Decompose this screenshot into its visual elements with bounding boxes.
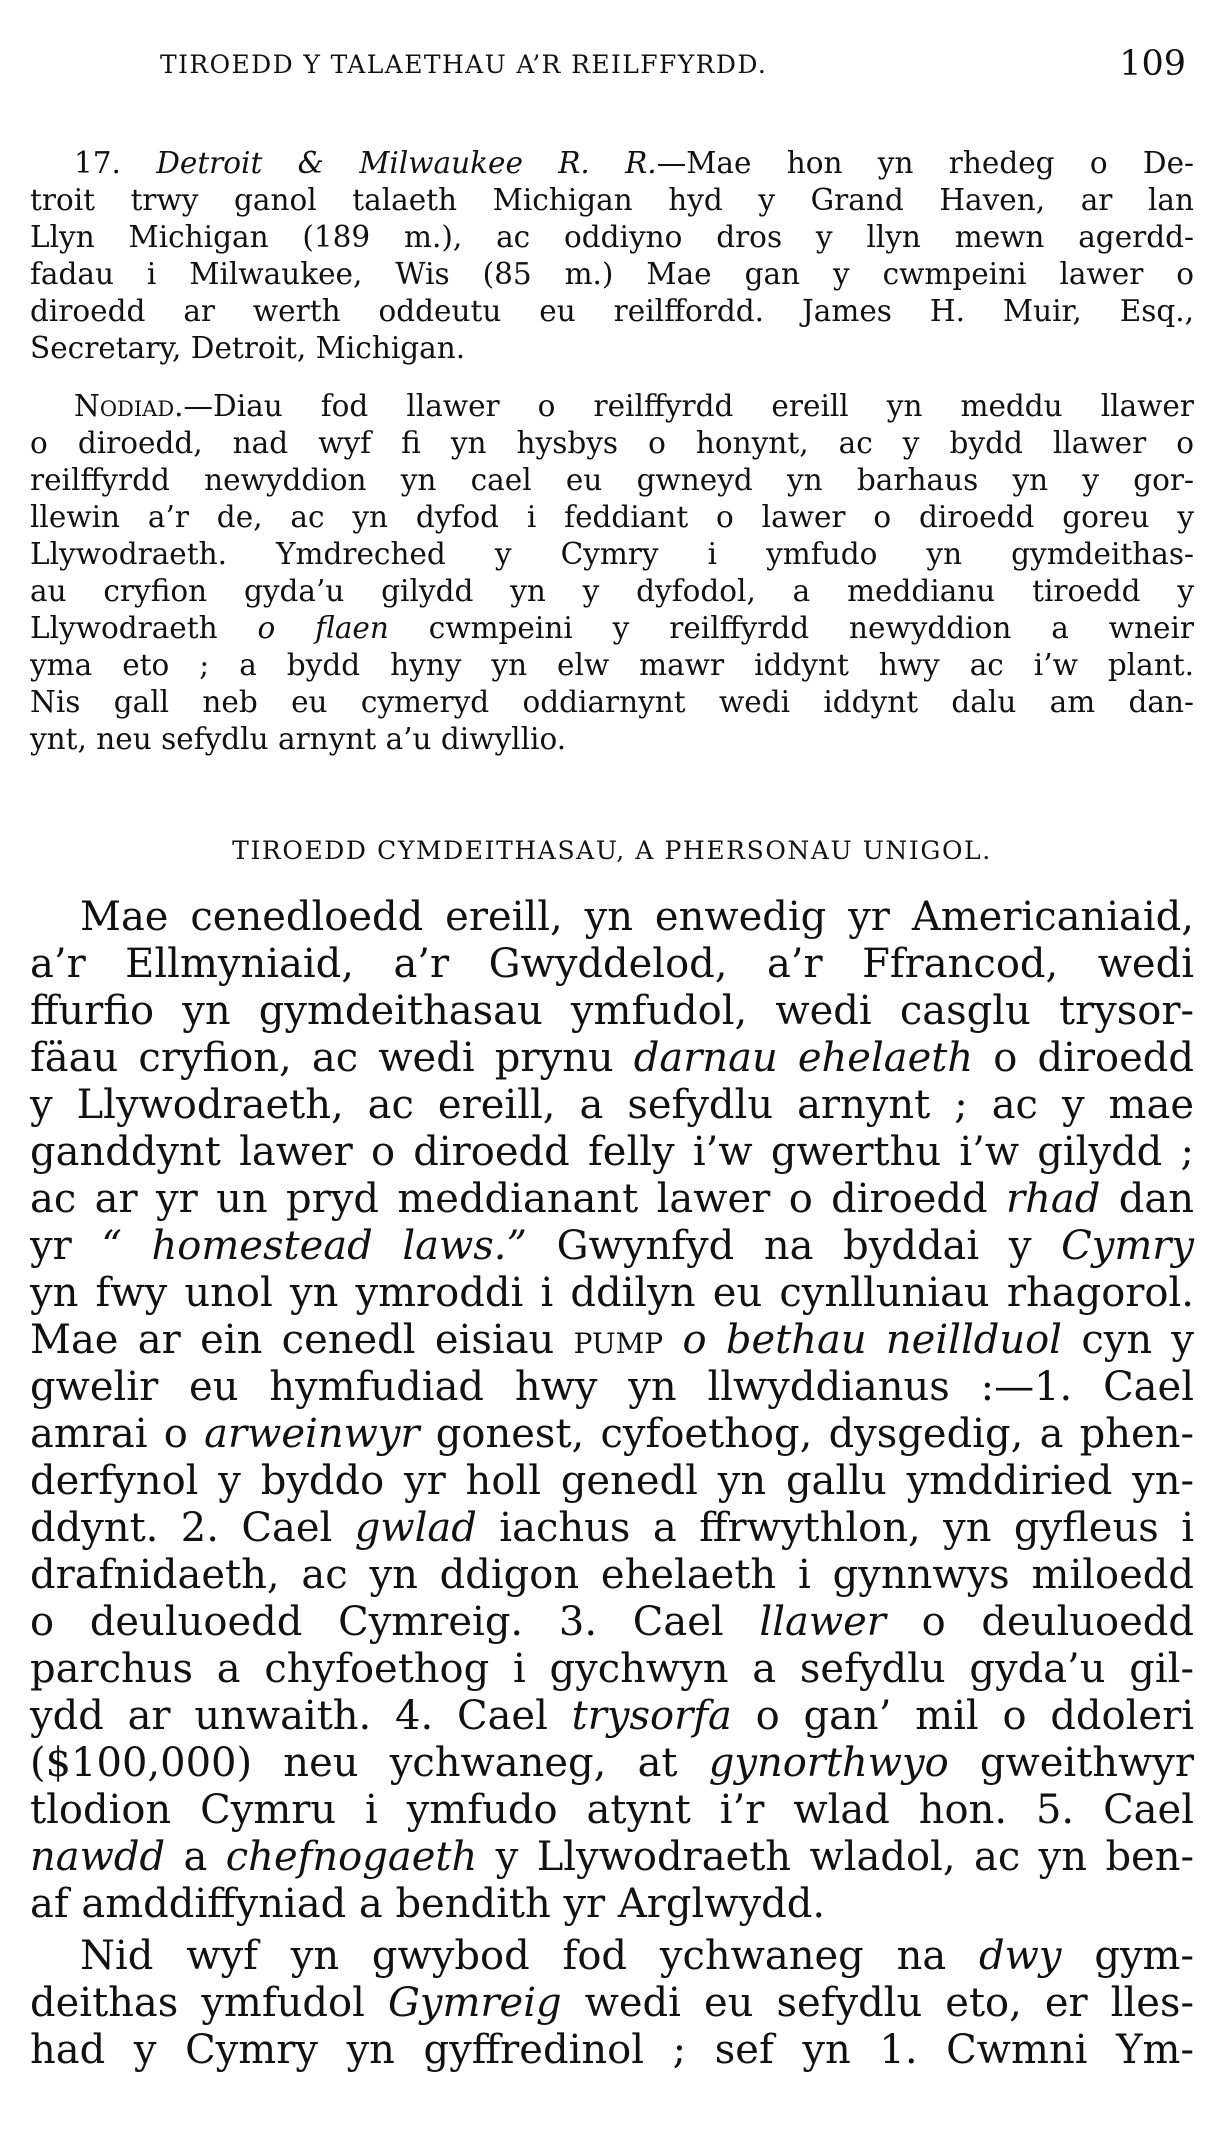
text-line: llewin a’r de, ac yn dyfod i feddiant o lawer o diroedd goreu y bbox=[30, 500, 1194, 534]
text-line: parchus a chyfoethog i gychwyn a sefydlu gyda’u gil- bbox=[30, 1646, 1194, 1692]
text-line: Llywodraeth o flaen cwmpeini y reilffyrdd newyddion a wneir bbox=[30, 611, 1195, 645]
text-line: ganddynt lawer o diroedd felly i’w gwerthu i’w gilydd ; bbox=[30, 1129, 1194, 1175]
running-title: TIROEDD Y TALAETHAU A’R REILFFYRDD. bbox=[160, 50, 768, 79]
text-line: deithas ymfudol Gymreig wedi eu sefydlu eto, er lles- bbox=[30, 1980, 1194, 2026]
text-line: fadau i Milwaukee, Wis (85 m.) Mae gan y cwmpeini lawer o bbox=[30, 257, 1194, 291]
text-line: tlodion Cymru i ymfudo atynt i’r wlad hon. 5. Cael bbox=[30, 1787, 1194, 1833]
text-line: gwelir eu hymfudiad hwy yn llwyddianus :—1. Cael bbox=[30, 1364, 1194, 1410]
text-line: Nodiad.—Diau fod llawer o reilffyrdd ereill yn meddu llawer bbox=[74, 389, 1194, 423]
text-line: troit trwy ganol talaeth Michigan hyd y Grand Haven, ar lan bbox=[30, 183, 1194, 217]
text-line: af amddiffyniad a bendith yr Arglwydd. bbox=[30, 1881, 826, 1927]
text-line: ac ar yr un pryd meddianant lawer o diroedd rhad dan bbox=[30, 1176, 1194, 1222]
text-line: Llywodraeth. Ymdreched y Cymry i ymfudo yn gymdeithas- bbox=[30, 537, 1194, 571]
text-line: drafnidaeth, ac yn ddigon ehelaeth i gynnwys miloedd bbox=[30, 1552, 1194, 1598]
text-line: y Llywodraeth, ac ereill, a sefydlu arnynt ; ac y mae bbox=[30, 1082, 1194, 1128]
text-line: ynt, neu sefydlu arnynt a’u diwyllio. bbox=[30, 722, 567, 756]
text-line: ffurfio yn gymdeithasau ymfudol, wedi casglu trysor- bbox=[30, 988, 1194, 1034]
text-line: nawdd a chefnogaeth y Llywodraeth wladol, ac yn ben- bbox=[30, 1834, 1195, 1880]
page-number: 109 bbox=[1119, 44, 1186, 84]
text-line: ydd ar unwaith. 4. Cael trysorfa o gan’ mil o ddoleri bbox=[30, 1693, 1194, 1739]
text-line: o diroedd, nad wyf fi yn hysbys o honynt, ac y bydd llawer o bbox=[30, 426, 1194, 460]
text-line: derfynol y byddo yr holl genedl yn gallu ymddiried yn- bbox=[30, 1458, 1194, 1504]
text-line: Mae cenedloedd ereill, yn enwedig yr Americaniaid, bbox=[80, 894, 1194, 940]
nodiad-label: Nodiad. bbox=[74, 389, 184, 423]
text-line: yn fwy unol yn ymroddi i ddilyn eu cynlluniau rhagorol. bbox=[30, 1270, 1194, 1316]
section-heading: TIROEDD CYMDEITHASAU, A PHERSONAU UNIGOL. bbox=[232, 836, 992, 865]
text-line: Nid wyf yn gwybod fod ychwaneg na dwy gym- bbox=[80, 1933, 1194, 1979]
text-line: yr “ homestead laws.” Gwynfyd na byddai y Cymry bbox=[30, 1223, 1195, 1269]
text-line: yma eto ; a bydd hyny yn elw mawr iddynt hwy ac i’w plant. bbox=[30, 648, 1194, 682]
text-line: au cryfion gyda’u gilydd yn y dyfodol, a meddianu tiroedd y bbox=[30, 574, 1194, 608]
running-head bbox=[30, 44, 1194, 84]
text-line: ($100,000) neu ychwaneg, at gynorthwyo gweithwyr bbox=[30, 1740, 1194, 1786]
text-line: fäau cryfion, ac wedi prynu darnau ehelaeth o diroedd bbox=[30, 1035, 1195, 1081]
text-line: 17. Detroit & Milwaukee R. R.—Mae hon yn rhedeg o De- bbox=[74, 146, 1194, 180]
text-line: ddynt. 2. Cael gwlad iachus a ffrwythlon, yn gyfleus i bbox=[30, 1505, 1194, 1551]
text-line: Mae ar ein cenedl eisiau pump o bethau neillduol cyn y bbox=[30, 1317, 1195, 1363]
text-line: had y Cymry yn gyffredinol ; sef yn 1. Cwmni Ym- bbox=[30, 2027, 1194, 2073]
text-line: reilffyrdd newyddion yn cael eu gwneyd yn barhaus yn y gor- bbox=[30, 463, 1194, 497]
text-line: Secretary, Detroit, Michigan. bbox=[30, 331, 466, 365]
text-line: Nis gall neb eu cymeryd oddiarnynt wedi iddynt dalu am dan- bbox=[30, 685, 1194, 719]
text-line: amrai o arweinwyr gonest, cyfoethog, dysgedig, a phen- bbox=[30, 1411, 1194, 1457]
text-line: o deuluoedd Cymreig. 3. Cael llawer o deuluoedd bbox=[30, 1599, 1194, 1645]
text-line: diroedd ar werth oddeutu eu reilffordd. James H. Muir, Esq., bbox=[30, 294, 1194, 328]
text-line: Llyn Michigan (189 m.), ac oddiyno dros y llyn mewn agerdd- bbox=[30, 220, 1194, 254]
text-line: a’r Ellmyniaid, a’r Gwyddelod, a’r Ffrancod, wedi bbox=[30, 941, 1194, 987]
